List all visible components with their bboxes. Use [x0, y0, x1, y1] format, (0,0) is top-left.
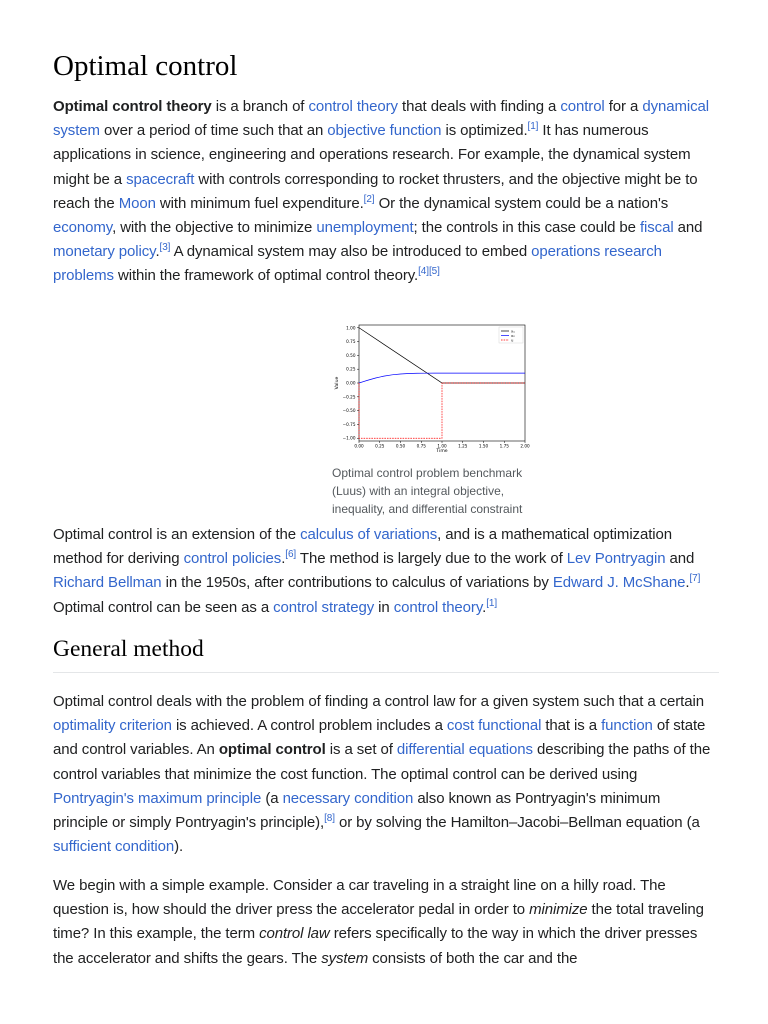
figure-caption: Optimal control problem benchmark (Luus) with an integral objective, inequality, and differential constraint [332, 466, 523, 516]
link-control-theory[interactable]: control theory [308, 98, 398, 115]
text: the total traveling time? In this example, the term [53, 901, 704, 943]
text: or by solving the [334, 814, 451, 832]
text: Optimal control deals with the problem of finding a control law for a given system such that a certain [53, 693, 704, 710]
ref-link-4[interactable]: [4] [418, 266, 429, 278]
text: and [673, 219, 703, 237]
ref-sup [324, 813, 335, 824]
link-pontryagin-maximum-principle[interactable]: Pontryagin's maximum principle [53, 789, 262, 807]
text: . [155, 243, 160, 261]
link-function[interactable]: function [601, 717, 653, 735]
link-control-theory-2[interactable]: control theory [393, 598, 483, 616]
ref-link-1b[interactable]: [1] [486, 597, 498, 609]
text: is optimized. [441, 122, 528, 140]
section-heading-wrap [53, 636, 719, 673]
text: consists of both the car and the [368, 949, 578, 967]
link-spacecraft[interactable]: spacecraft [126, 170, 195, 188]
text: It has numerous applications in science, engineering and operations research. For example, the dynamical system might be a [53, 122, 691, 188]
text: . [482, 598, 487, 616]
y-tick-label: −1.00 [342, 435, 356, 441]
link-hjb-equation[interactable]: Hamilton–Jacobi–Bellman equation [450, 814, 683, 832]
legend-entry-2: x₂ [511, 332, 515, 338]
y-tick-label: 0.75 [346, 339, 356, 345]
text: ). [174, 838, 184, 856]
text: with controls corresponding to rocket thrusters, and the objective might be to reach the [53, 170, 698, 212]
link-monetary-policy[interactable]: monetary policy [53, 243, 156, 261]
text: . [685, 574, 690, 592]
ref-link-3[interactable]: [3] [159, 242, 171, 254]
text: (a [682, 814, 700, 832]
text: and [665, 550, 695, 568]
text: Or the dynamical system could be a nation's [374, 194, 669, 212]
link-lev-pontryagin[interactable]: Lev Pontryagin [566, 550, 666, 568]
text: (a [261, 789, 283, 807]
text: describing the paths of the control variables that minimize the cost function. The optimal control can be derived using [53, 741, 711, 783]
link-calculus-of-variations[interactable]: calculus of variations [300, 526, 438, 543]
link-edward-mcshane[interactable]: Edward J. McShane [552, 574, 686, 592]
y-tick-label: 0.00 [346, 380, 356, 386]
section-heading-general-method: General method [53, 636, 204, 662]
link-economy[interactable]: economy [53, 219, 113, 237]
ref-link-5[interactable]: [5] [428, 266, 440, 278]
ref-link-7[interactable]: [7] [689, 573, 701, 585]
x-tick-label: 1.25 [458, 443, 468, 449]
x-tick-label: 0.25 [375, 443, 385, 449]
italic-term: control law [259, 925, 330, 943]
text: The method is largely due to the work of [296, 550, 567, 568]
link-objective-function[interactable]: objective function [327, 122, 442, 140]
text: in the 1950s, after contributions to calculus of variations by [161, 574, 553, 592]
text: We begin with a simple example. Consider a car traveling in a straight line on a hilly road. The question is, how should the driver press the accelerator pedal in order to [53, 877, 666, 919]
bold-term: Optimal control theory [53, 98, 212, 115]
link-control[interactable]: control [560, 98, 605, 115]
text: that deals with finding a [397, 98, 561, 115]
text: is achieved. A control problem includes a [171, 717, 447, 735]
text: A dynamical system may also be introduced to embed [170, 243, 532, 261]
text: that is a [541, 717, 602, 735]
page-title: Optimal control [53, 50, 238, 82]
y-tick-label: −0.25 [342, 394, 356, 400]
link-unemployment[interactable]: unemployment [316, 219, 414, 237]
link-differential-equations[interactable]: differential equations [396, 741, 533, 759]
link-fiscal[interactable]: fiscal [639, 219, 674, 237]
x-tick-label: 1.75 [499, 443, 509, 449]
link-control-strategy[interactable]: control strategy [273, 598, 375, 616]
x-tick-label: 2.00 [520, 443, 530, 449]
text: also known as Pontryagin's minimum principle or simply Pontryagin's principle), [53, 789, 661, 832]
ref-sup [285, 549, 296, 560]
text: for a [604, 98, 643, 115]
italic-term: system [321, 949, 369, 967]
bold-term: optimal control [218, 741, 326, 759]
text: is a set of [325, 741, 397, 759]
ref-sup [364, 194, 375, 205]
text: within the framework of optimal control theory. [113, 267, 419, 285]
y-tick-label: 0.50 [346, 352, 356, 358]
link-dynamical-system[interactable]: dynamical system [53, 98, 709, 140]
y-tick-label: −0.50 [342, 408, 356, 414]
general-method-paragraph [53, 690, 719, 859]
text: . [281, 550, 286, 568]
text: , with the objective to minimize [112, 219, 317, 237]
text: refers specifically to the way in which the driver presses the accelerator and shifts the gears. The [53, 925, 698, 967]
y-tick-label: 0.25 [346, 366, 356, 372]
x-tick-label: 0.50 [395, 443, 406, 449]
intro-paragraph [53, 95, 719, 289]
ref-sup [486, 598, 497, 609]
link-control-policies[interactable]: control policies [183, 550, 282, 568]
text: in [374, 598, 394, 616]
text: Optimal control is an extension of the [53, 526, 301, 543]
ref-sup [528, 121, 539, 132]
ref-link-1[interactable]: [1] [527, 121, 539, 133]
ref-link-2[interactable]: [2] [363, 193, 375, 205]
ref-sup [418, 266, 440, 277]
legend-entry-1: x₁ [511, 328, 515, 334]
y-tick-label: 1.00 [346, 325, 356, 331]
ref-sup [689, 573, 700, 584]
benchmark-chart[interactable] [332, 320, 532, 455]
text: , and is a mathematical optimization method for deriving [53, 526, 672, 568]
link-optimality-criterion[interactable]: optimality criterion [53, 717, 172, 735]
x-tick-label: 0.00 [354, 443, 364, 449]
italic-term: minimize [529, 901, 588, 919]
link-sufficient-condition[interactable]: sufficient condition [53, 838, 175, 856]
text: Optimal control can be seen as a [53, 598, 274, 616]
figure [332, 320, 542, 518]
x-axis-label: Time [436, 449, 448, 454]
history-paragraph [53, 523, 719, 620]
link-moon[interactable]: Moon [118, 194, 156, 212]
y-tick-label: −0.75 [342, 421, 356, 427]
link-richard-bellman[interactable]: Richard Bellman [53, 574, 162, 592]
ref-sup [160, 242, 171, 253]
text: over a period of time such that an [99, 122, 328, 140]
x-tick-label: 0.75 [416, 443, 426, 449]
ref-link-8[interactable]: [8] [324, 813, 335, 825]
text: is a branch of [211, 98, 309, 115]
text: of state and control variables. An [53, 717, 706, 759]
example-paragraph [53, 874, 719, 971]
text: ; the controls in this case could be [413, 219, 640, 237]
x-tick-label: 1.00 [437, 443, 447, 449]
link-operations-research-problems[interactable]: operations research problems [53, 243, 662, 285]
legend-entry-3: u [511, 337, 514, 343]
y-axis-label: Value [335, 376, 340, 390]
ref-link-6[interactable]: [6] [285, 549, 297, 561]
link-cost-functional[interactable]: cost functional [446, 717, 542, 735]
text: with minimum fuel expenditure. [155, 194, 364, 212]
x-tick-label: 1.50 [478, 443, 489, 449]
link-necessary-condition[interactable]: necessary condition [282, 789, 414, 807]
